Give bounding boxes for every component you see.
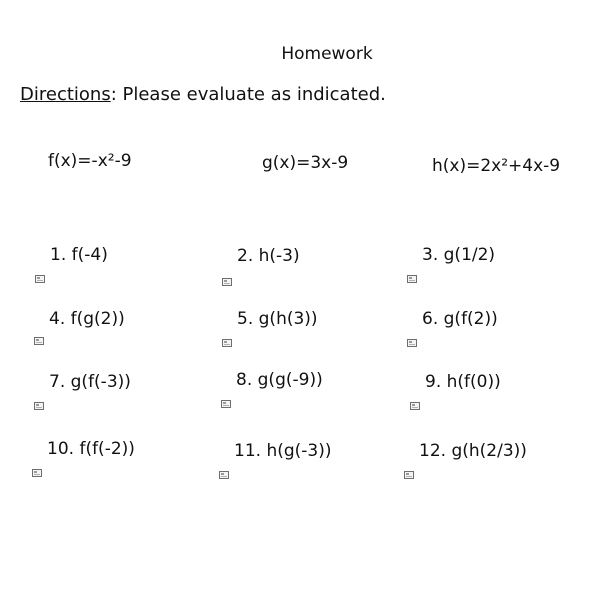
problem-number: 6. (422, 309, 439, 329)
problem-3 (422, 245, 495, 265)
broken-image-icon (221, 400, 231, 408)
problem-number: 11. (234, 441, 262, 461)
page-title: Homework (281, 44, 373, 64)
problem-expression: h(-3) (258, 246, 300, 266)
broken-image-icon (407, 339, 417, 347)
problem-1 (50, 245, 108, 265)
function-g-definition: g(x)=3x-9 (262, 153, 349, 173)
problem-number: 5. (237, 309, 254, 329)
directions (20, 84, 386, 105)
problem-expression: g(g(-9)) (257, 370, 323, 390)
problem-number: 4. (49, 309, 66, 329)
problem-10 (47, 439, 135, 459)
problem-number: 1. (50, 245, 67, 265)
broken-image-icon (219, 471, 229, 479)
problem-4 (49, 309, 125, 329)
directions-colon: : (110, 84, 117, 105)
problem-7 (49, 372, 131, 392)
broken-image-icon (407, 275, 417, 283)
broken-image-icon (222, 278, 232, 286)
directions-text: Please evaluate as indicated. (116, 84, 386, 105)
problem-11 (234, 441, 332, 461)
broken-image-icon (222, 339, 232, 347)
problem-expression: g(h(2/3)) (451, 441, 527, 461)
function-f-definition: f(x)=-x²-9 (48, 151, 132, 171)
problem-6 (422, 309, 498, 329)
problem-8 (236, 370, 323, 390)
problem-12 (419, 441, 527, 461)
problem-expression: g(f(-3)) (70, 372, 131, 392)
broken-image-icon (35, 275, 45, 283)
problem-number: 7. (49, 372, 66, 392)
problem-expression: h(f(0)) (446, 372, 501, 392)
problem-number: 9. (425, 372, 442, 392)
problem-expression: f(f(-2)) (79, 439, 135, 459)
problem-5 (237, 309, 318, 329)
problem-number: 8. (236, 370, 253, 390)
problem-number: 3. (422, 245, 439, 265)
problem-expression: g(1/2) (443, 245, 496, 265)
problem-number: 10. (47, 439, 75, 459)
problem-2 (237, 246, 300, 266)
directions-label: Directions (20, 84, 111, 105)
broken-image-icon (34, 402, 44, 410)
broken-image-icon (404, 471, 414, 479)
broken-image-icon (32, 469, 42, 477)
problem-expression: f(-4) (71, 245, 108, 265)
problem-expression: f(g(2)) (70, 309, 125, 329)
problem-number: 12. (419, 441, 447, 461)
problem-number: 2. (237, 246, 254, 266)
function-h-definition: h(x)=2x²+4x-9 (432, 156, 561, 176)
problem-expression: h(g(-3)) (266, 441, 332, 461)
problem-9 (425, 372, 501, 392)
broken-image-icon (34, 337, 44, 345)
broken-image-icon (410, 402, 420, 410)
problem-expression: g(h(3)) (258, 309, 318, 329)
problem-expression: g(f(2)) (443, 309, 498, 329)
